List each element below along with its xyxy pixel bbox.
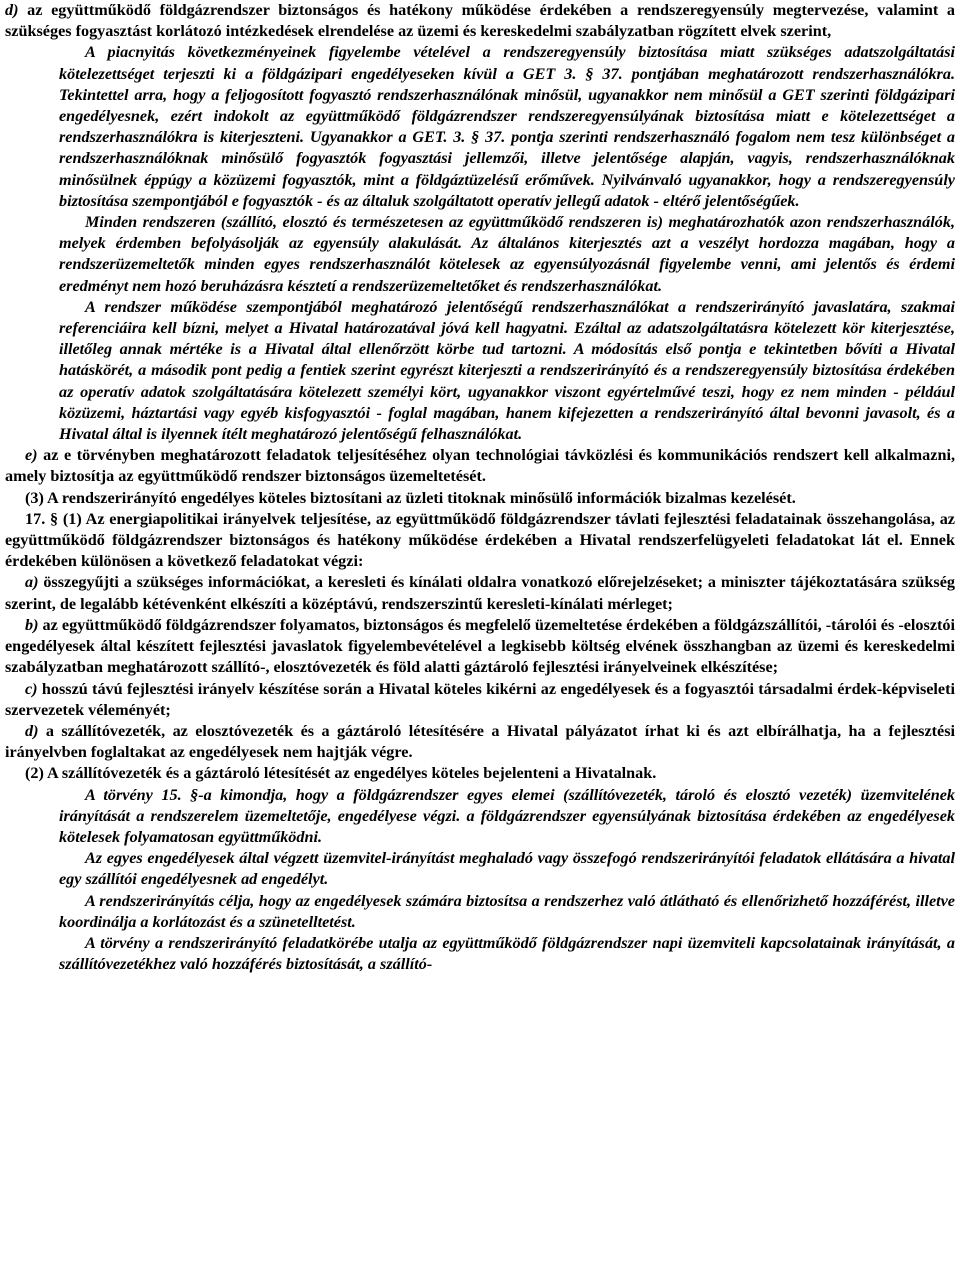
commentary-paragraph bbox=[59, 42, 955, 212]
paragraph-text: a szállítóvezeték, az elosztóvezeték és a gáztároló létesítésére a Hivatal pályázatot írhat ki és azt elbírálhatja, ha a fejlesztési irányelvben foglaltakat az engedélyesek nem hajtják végre. bbox=[5, 721, 955, 762]
commentary-block bbox=[5, 785, 955, 976]
commentary-text: Minden rendszeren (szállító, elosztó és természetesen az együttműködő rendszeren is) meghatározhatók azon rendszerhasználók, melyek érdemben befolyásolják az egyensúly alakulását. Az általános kiterjesztés azt a veszélyt hordozza magában, hogy a rendszerüzemeltetők minden egyes rendszerhasználót kötelesek az egyensúlyozásnál figyelembe venni, ami jelentős és érdemi eredményt nem hozó beruházásra késztetí a rendszerüzemeltetőket és rendszerhasználókat. bbox=[59, 213, 955, 295]
commentary-text: Tekintettel arra, hogy a feljogosított fogyasztó rendszerhasználónak minősül, ugyanakkor nem minősül a GET szerinti földgázipari engedélyesnek, ezért indokolt az együttműködő földgázrendszer rendszeregyensúlyának biztosítása miatt e kötelezettséget a rendszerhasználókra is kiterjeszteni. Ugyanakkor a GET. 3. § 37. pontja szerinti rendszerhasználó fogalom nem tesz különbséget a rendszerhasználóknak minősülő fogyasztók fogyasztási jellemzői, illetve jelentősége alapján, vagyis, rendszerhasználóknak minősülnek éppúgy a közüzemi fogyasztók, mint a földgáztüzelésű erőművek. Nyilvánvaló ugyanakkor, hogy a rendszeregyensúly biztosítása szempontjából e fogyasztók - és az általuk szolgáltatott operatív jellegű adatok - eltérő jelentőségűek. bbox=[59, 85, 955, 210]
list-marker: c) bbox=[25, 679, 38, 698]
commentary-paragraph bbox=[59, 212, 955, 297]
paragraph-b-fejlesztes bbox=[5, 615, 955, 679]
paragraph-3-uzleti-titok bbox=[5, 488, 955, 509]
commentary-text: A törvény a rendszerirányító feladatkörébe utalja az együttműködő földgázrendszer napi üzemviteli kapcsolatainak irányítását, a szállítóvezetékhez való hozzáférés biztosítását, a szállító- bbox=[59, 933, 955, 974]
commentary-paragraph bbox=[59, 297, 955, 445]
paragraph-a-informaciok bbox=[5, 572, 955, 614]
section-17-paragraph bbox=[5, 509, 955, 573]
paragraph-text: az együttműködő földgázrendszer biztonságos és hatékony működése érdekében a rendszeregyensúly megtervezése, valamint a szükséges fogyasztást korlátozó intézkedések elrendelése az üzemi és kereskedelmi szabályzatban rögzített elvek szerint, bbox=[5, 1, 955, 41]
paragraph-c-iranyelv bbox=[5, 679, 955, 721]
paragraph-d-palyazat bbox=[5, 721, 955, 763]
commentary-text: A rendszer működése szempontjából meghatározó jelentőségű rendszerhasználókat a rendszerirányító javaslatára, szakmai referenciáira kell bízni, melyet a Hivatal határozatával jóvá kell hagyatni. Ezáltal az adatszolgáltatásra kötelezett kör kiterjesztése, illetőleg annak mértéke is a Hivatal által ellenőrzött körbe tud tartozni. A módosítás első pontja e tekintetben bővíti a Hivatal hatáskörét, a második pont pedig a fentiek szerint egyrészt kiterjeszti a rendszerirányító és a rendszeregyensúly biztosítása érdekében az operatív adatok szolgáltatására kötelezett személyi kört, ugyanakkor viszont egyértelművé teszi, hogy ez nem minden - például közüzemi, háztartási vagy egyéb kisfogyasztói - foglal magában, hanem kifejezetten a rendszerirányító által bevonni javasolt, és a Hivatal által is ilyennek ítélt meghatározó jelentőségű felhasználókat. bbox=[59, 297, 955, 444]
commentary-text: Az egyes engedélyesek által végzett üzemvitel-irányítást meghaladó vagy összefogó rendszerirányítói feladatok ellátására a hivatal egy szállítói engedélyesnek ad engedélyt. bbox=[59, 849, 955, 889]
commentary-paragraph bbox=[59, 848, 955, 890]
commentary-text: A törvény 15. §-a kimondja, hogy a földgázrendszer egyes elemei (szállítóvezeték, tároló és elosztó vezeték) üzemvitelének irányítását a rendszerelem üzemeltetője, engedélyese végzi. a földgázrendszer egyensúlyának biztosítása érdekében az engedélyesek kötelesek folyamatosan együttműködni. bbox=[59, 785, 955, 846]
paragraph-e-tavkozles bbox=[5, 445, 955, 487]
paragraph-text: összegyűjti a szükséges információkat, a keresleti és kínálati oldalra vonatkozó előrejelzéseket; a miniszter tájékoztatására szükség szerint, de legalább kétévenként elkészíti a középtávú, rendszerszintű keresleti-kínálati mérleget; bbox=[5, 573, 955, 613]
list-marker: a) bbox=[25, 573, 39, 592]
commentary-paragraph bbox=[59, 933, 955, 975]
paragraph-2-bejelentes bbox=[5, 763, 955, 784]
paragraph-d-rendszeregyensuly bbox=[5, 0, 955, 42]
list-marker: d) bbox=[25, 721, 39, 740]
paragraph-text: az együttműködő földgázrendszer folyamatos, biztonságos és megfelelő üzemeltetése érdekében a földgázszállítói, -tárolói és -elosztói engedélyesek által készített fejlesztési javaslatok figyelembevételével a legkisebb költség elvének összhangban az üzemi és kereskedelmi szabályzatban meghatározott szállító-, elosztóvezeték és föld alatti gáztároló fejlesztési irányelveinek elkészítése; bbox=[5, 615, 955, 677]
paragraph-text: (3) A rendszerirányító engedélyes köteles biztosítani az üzleti titoknak minősülő információk bizalmas kezelését. bbox=[25, 488, 796, 507]
list-marker: e) bbox=[25, 446, 38, 465]
paragraph-text: hosszú távú fejlesztési irányelv készítése során a Hivatal köteles kikérni az engedélyesek és a fogyasztói társadalmi érdek-képviseleti szervezetek véleményét; bbox=[5, 679, 955, 719]
list-marker: b) bbox=[25, 615, 39, 634]
commentary-block bbox=[5, 42, 955, 445]
commentary-paragraph bbox=[59, 785, 955, 849]
paragraph-text: (2) A szállítóvezeték és a gáztároló létesítését az engedélyes köteles bejelenteni a Hivatalnak. bbox=[25, 764, 657, 783]
paragraph-text: 17. § (1) Az energiapolitikai irányelvek teljesítése, az együttműködő földgázrendszer távlati fejlesztési feladatainak összehangolása, az együttműködő földgázrendszer biztonságos és hatékony működése érdekében a Hivatal rendszerfelügyeleti feladatokat lát el. Ennek érdekében különösen a következő feladatokat végzi: bbox=[5, 509, 955, 571]
commentary-text: A piacnyitás következményeinek figyelembe vételével a rendszeregyensúly biztosítása miatt szükséges adatszolgáltatási kötelezettséget terjeszti ki a földgázipari engedélyeseken kívül a GET 3. § 37. pontjában meghatározott rendszerhasználókra. bbox=[59, 43, 955, 83]
list-marker: d) bbox=[5, 1, 19, 19]
commentary-paragraph bbox=[59, 891, 955, 933]
commentary-text: A rendszerirányítás célja, hogy az engedélyesek számára biztosítsa a rendszerhez való átlátható és ellenőrizhető hozzáférést, illetve koordinálja a korlátozást és a szünetelltetést. bbox=[59, 891, 955, 931]
paragraph-text: az e törvényben meghatározott feladatok teljesítéséhez olyan technológiai távközlési és kommunikációs rendszert kell alkalmazni, amely biztosítja az együttműködő rendszer biztonságos üzemeltetését. bbox=[5, 446, 955, 486]
